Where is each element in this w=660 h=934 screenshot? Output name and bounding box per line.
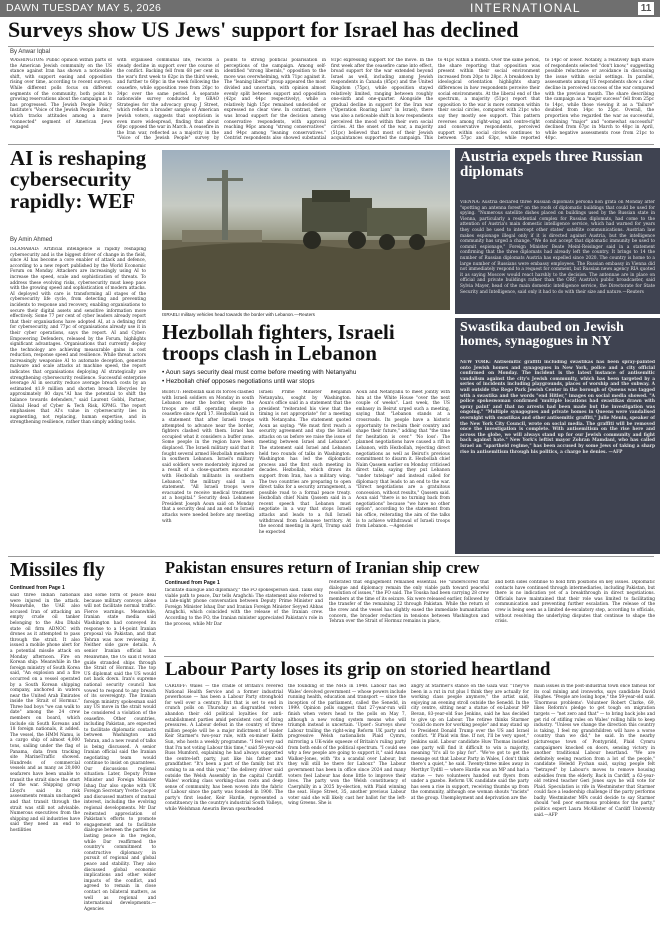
story6b-col: Meanwhile, the US said it would guide stranded ships through the Strait of Hormuz. The top US diplomat said the US would not back down. Iran's supreme national security council has vowed to respond to any breach of its sovereignty. The Iranian foreign ministry spokesman said any US move in the strait would be considered a violation of the ceasefire. Other countries, including Pakistan, are expected to facilitate diplomatic contacts between Washington and Tehran, and a new round of talks is being discussed. A senior Iranian official said the Iranian negotiating team would continue to insist on guarantees. Our discussions regional situation: Later, Deputy Prime Minister and Foreign Minister Ishaq Dar also spoke with UK Foreign Secretary Yvette Cooper and discussed matters of mutual interest, including the evolving regional developments. Mr Dar reiterated appreciation of Pakistan's efforts to promote engagement and to facilitate dialogue between the parties for lasting peace in the region, while Dar reaffirmed the country's commitment to constructive diplomacy in pursuit of regional and global peace and stability. They also discussed global economic implications and other wider impacts of the conflict, and agreed to remain in close contact on bilateral matters, as well as regional and international developments.—Agencies — [84, 655, 156, 912]
story5-text: NEW YORK: Antisemitic graffiti including swastikas has been spray-painted onto Jewish homes and synagogues in New York, police and a city official confirmed on Monday. The incident is the latest instance of antisemitic vandalism against the city's Jewish community, which has been targeted by a series of incidents including playgrounds, places of worship and the subway. A wall outside the Rego Park Jewish Center in the borough of Queens was tagged with a swastika and the words "end Hitler," images on social media showed. "A police spokeswoman confirmed 'multiple locations had swastikas drawn with spray paint' and that no arrests had been made but the investigation was ongoing." "Multiple synagogues and private homes in Queens were vandalised overnight with swastikas and other antisemitic graffiti," Julie Menin, speaker of the New York City Council, wrote on social media. The graffiti will be removed once the investigation is complete. With antisemitism on the rise here and across the globe, we will always stand up for our Jewish community and fight back against hate." New York's leftist mayor Zohran Mamdani, who has called Israel an "apartheid regime," has been accused by some Jews of taking a sharp rise in antisemitism through his politics, a charge he denies. —AFP — [460, 360, 655, 455]
story7-col-1: facilitate dialogue and diplomacy," the FO spokesperson said. Talks only viable path to peace, Dar tells Araghchi: The statement also referred to a late-night phone conversation between Deputy Prime Minister and Foreign Minister Ishaq Dar and Iranian Foreign Minister Seyyed Abbas Araghchi, which coincided with the release of the Iranian crew. According to the FO, the Iranian minister appreciated Pakistan's role in the process, while Mr Dar — [165, 588, 323, 627]
rule-story8 — [164, 656, 654, 657]
story7-headline: Pakistan ensures return of Iranian ship crew — [165, 560, 480, 577]
story8-col-4: main issues in the post-industrial town once famous for its coal mining and ironworks, says candidate David Hughes. "People are losing hope," the 59-year-old said. 'Enormous problems': Volunteer Robert Clarke, 69, likes Reform's pledge to get tough on migration targets — "net zero and that" — to bring back jobs and get rid of stifling rules on Wales' rolling hills to keep industry. "Unless we change the direction this country is taking, I feel my grandchildren will have a worse country than we did," he said. In the nearby picturesque town of Pontypridd, Plaid Cymru campaigners knocked on doors, sensing victory in another traditional Labour heartland. "We are definitely seeing reaction from a lot of the people," candidate Heledd Fychan said, saying people felt "betrayed" by Labour's moves to remove housing subsidies from the elderly. Back in Cardiff, a 62-year-old retired teacher Geri Jones says he will vote for Plaid. Speculation is rife in Westminster that Starmer could face a leadership challenge if the party performs badly. Westminster MPs could decide to say Starmer should "sell poor enormous problems for the party," politics expert Laura McAllister of Cardiff University said.—AFP — [534, 684, 655, 818]
paper-date: DAWN TUESDAY MAY 5, 2026 — [6, 2, 162, 14]
story7-col-2: reiterated that engagement remained essential. He "underscored that dialogue and diplomacy remain the only viable path toward peaceful resolution of issues," the FO said. The Touska had been carrying 28 crew members at the time of its seizure. Six were released earlier, followed by the transfer of the remaining 22 through Pakistan. While the return of the crew and the vessel has slightly eased the immediate humanitarian concern, the broader reduction in tensions between Washington and Tehran over the Strait of Hormuz remains in place, — [329, 580, 489, 625]
story1-byline: By Anwar Iqbal — [10, 49, 51, 55]
story1-col-3: points to strong political polarisation in perceptions of the campaign. Among self-identified "strong liberals," opposition to the move was overwhelming, with 71pc against it. The "leaning liberal" group appeared the most divided and uncertain, with opinion almost evenly split between support and opposition (42pc and 44pc respectively), while a relatively high 15pc remained undecided or expressed no clear view. In contrast, there was broad support for the decision among conservative respondents, with approval reaching 96pc among "strong conservatives" and 94pc among "leaning conservatives." Centrist respondents also showed substantial — [224, 58, 326, 142]
story3-col-1: BEIRUT: Hezbollah said its forces clashed with Israeli soldiers on Monday in south Lebanon near the border, where the troops are still operating despite a ceasefire since April 17. Hezbollah said in a statement that after Israeli troops attempted to advance near the border, fighters clashed with them. Israel has occupied what it considers a buffer zone. Some people in the region have been displaced. The Israeli military said that it fought several armed Hezbollah members in southern Lebanon. Israel's military said soldiers were moderately injured as a result of a close-quarters encounter with Hezbollah militants in southern Lebanon," the military said in a statement. "All Israeli troops were evacuated to receive medical treatment at a hospital." Security deal: Lebanese President Joseph Aoun said on Monday that a security deal and an end to Israeli attacks were needed before any meeting with — [162, 390, 254, 524]
story3-col-2: Israeli Prime Minister Benjamin Netanyahu, sought by Washington. Aoun's office said in a statement that the president "reiterated his view that the timing is not appropriate" for a meeting with Netanyahu. The statement quoted Aoun as saying: "We must first reach a security agreement and stop the Israeli attacks on us before we raise the issue of meeting between Israel and Lebanon". The statement said Israel and Lebanon held two rounds of talks in Washington. Washington has led the diplomatic process and the first such meeting in decades. Hezbollah, which draws its support from Iran, has a military wing. The two countries are preparing to open direct talks for a security arrangement, a possible road to a formal peace treaty. Hezbollah chief Naim Qassem said in a recent speech that Lebanon must negotiate in a way that stops Israeli attacks and leads to a full Israeli withdrawal from Lebanese territory. At the second meeting in April, Trump said he expected — [259, 390, 351, 535]
story5-headline: Swastika daubed on Jewish homes, synagogues in NY — [460, 320, 624, 350]
story6-col-2: and some form of peace deal because military convoys alone will not facilitate normal traffic. Fierce warnings. Meanwhile, Iranian state media said Washington had conveyed its response to a 14-point Iranian proposal via Pakistan, and that Tehran was now reviewing it. Neither side gave details. A senior Iranian official has — [84, 593, 156, 653]
story1-col-2: with organised communal life, records a steady decline in support over the course of the conflict. Backing fell from 68 per cent in the war's first week to 62pc in the third week, and further to 60pc in the week following the ceasefire, while opposition rose from 26pc to 34pc over the same period. A separate nationwide survey conducted by GBAO Strategies for the advocacy group J Street, which reflects a broader sample of American Jewish voters, suggests that scepticism is even more widespread, finding that about 60pc opposed the war in March. A ceasefire in the Iran war, reflected as a majority in the "Voice of the Jewish People" survey by — [117, 58, 219, 142]
story7-continued: Continued from Page 1 — [165, 580, 220, 586]
rule-story6 — [8, 556, 654, 557]
rule-story1-bottom — [8, 144, 654, 145]
story2-headline: AI is reshaping cybersecurity rapidly: WEF — [10, 146, 147, 213]
story6-continued: Continued from Page 1 — [10, 585, 65, 591]
story1-col-4: 81pc expressing support for the move. In the first week after the ceasefire came into effect, broad support for the war extended beyond Israel as well, including among Jewish respondents in Canada (85pc) and the United Kingdom (75pc), while opposition stayed relatively limited, ranging between roughly one-sixth and one-quarter. Alongside the gradual decline in support for the Iran war ("Operation Roaring Lion" in Israel), there was also a noticeable shift in how respondents perceived the mood within their own social circles. At the onset of the war, a majority (51pc) believed that most of their Jewish acquaintances supported the campaign. This — [331, 58, 433, 142]
story1-col-1: WASHINGTON: Public opinion within parts of the American Jewish community on the US stance against Iran has shown a noticeable shift, with support easing and opposition rising over time, according to recent surveys. While different polls focus on different segments of the community, both point to growing reservations about the campaign as it has progressed. The Jewish People Policy Institute's "Voice of the Jewish People Index," which tracks attitudes among a more "connected" segment of American Jews engaged — [10, 58, 112, 131]
story3-bullet-1: • Aoun says security deal must come before meeting with Netanyahu — [162, 369, 357, 376]
page-number: 11 — [638, 2, 654, 15]
story2-byline: By Amin Ahmed — [10, 237, 53, 243]
story1-col-6: to 14pc or lower. Notably, a relatively high share of respondents selected "don't know," suggesting possible reluctance or avoidance in discussing the issue within social settings. In parallel, assessments among US respondents show a clear decline in perceived success of the war compared with the previous month. The share describing the campaign as a "major success" fell from 25pc to 14pc, while those viewing it as a "failure" doubled from 14pc to 25pc. Overall, the proportion who regarded the war as successful, combining "major" and "somewhat successful" declined from 67pc in March to 48pc in April, while negative assessments rose from 21pc to 40pc. — [545, 58, 654, 142]
story4-text: VIENNA: Austria declared three Russian diplomats persona non grata on Monday after "spotting an antenna forest" on the roofs of diplomatic buildings that could be used for spying. "Numerous satellite dishes placed on buildings used by the Russian state in Vienna, particularly a residential complex for Russian diplomats, had come to the attention of Austria's main domestic intelligence service, which had warned for years they could be used to intercept other states' satellite communications. Austrian law makes espionage illegal only if it is directed against Austria, but the intelligence community has urged a change. "We do not accept that diplomatic immunity be used to commit espionage," Foreign Minister Beate Meinl-Reisinger said in a statement confirming that the three diplomats had already left the country. It brings to 14 the number of Russian diplomats Austria has expelled since 2020. The country is home to a large number of Russians were embassy employees. The Russian embassy in Vienna did not immediately respond to a request for comment, but Russian news agency RIA quoted it as saying Moscow would react harshly to the decision. The antennae are in place on official and private buildings rather than the ORF, Austria's public broadcaster, said Sylvia Mayer, head of the main domestic intelligence service, the Directorate for State Security and Intelligence, said only it had to do with their size and nature.—Reuters — [460, 200, 655, 295]
story3-col-3: Aoun and Netanyahu to meet jointly with him at the White House "over the next couple of weeks". Last week, the US embassy in Beirut urged such a meeting, saying that "Lebanon stands at a crossroads. Its people have a historic opportunity to reclaim their country and shape their future," adding that "the time for hesitation is over." 'No loss': The planned negotiations have caused a rift in Lebanon, with Hezbollah, rejecting direct negotiations as well as Beirut's previous commitment to disarm it. Hezbollah chief Naim Qassem earlier on Monday criticised direct talks, saying they put Lebanon "under tutelage" and instead called for diplomacy that leads to an end to the war. "Direct negotiations are a gratuitous concession, without results," Qassem said. Aoun said "there is no turning back from negotiations" because "we have no other option", according to the statement from his office, reiterating the aim of the talks is to achieve withdrawal of Israeli troops from Lebanon. —Agencies — [356, 390, 450, 530]
story4-headline: Austria expels three Russian diplomats — [460, 149, 643, 181]
lebanon-photo — [162, 150, 450, 310]
story8-headline: Labour Party loses its grip on storied heartland — [165, 660, 551, 680]
story1-headline: Surveys show US Jews' support for Israel has declined — [8, 19, 519, 42]
story6-col-1: said three Indian nationals were injured in the attack. Meanwhile, the UAE also accused Iran of attacking an empty crude oil tanker belonging to the Abu Dhabi state oil firm ADNOC with drones as it attempted to pass through the strait. It also issued a mobile phone alert for a potential missile attack on Monday afternoon. Fire on Korean ship: Meanwhile in the foreign ministry of South Korea said, "An explosion and a fire occurred on a vessel operated by a South Korean shipping company, anchored in waters near the United Arab Emirates inside the Strait of Hormuz." Three bad boys "we can walk to date" among the 24 crew members on board, which include six South Koreans and 18 foreign nationals, it added. The vessel, the HMM Namu, is a cargo ship of almost 4,000 tons, sailing under the flag of Panama, data from tracking site MarineTraffic showed. Hundreds of commercial vessels and as many as 20,000 seafarers have been unable to transit the strait since the start of the war. Shipping group Lloyd's said its risk assessments remain unchanged and that transit through the strait was still not advisable. Numerous executives from the shipping and oil industries have said they need an end to hostilities — [10, 593, 80, 833]
section-title: INTERNATIONAL — [470, 1, 581, 15]
story6-headline: Missiles fly — [10, 559, 105, 581]
story7-col-3: and both sides continue to hold firm positions on key issues. Diplomatic contacts have continued through intermediaries, including Pakistan, but there is no indication yet of a breakthrough in direct negotiations. Officials have maintained that their role was limited to facilitating communication and preventing further escalation. The release of the crew is being seen as a limited de-escalatory step, according to officials, without resolving the underlying disputes that continue to shape the crisis. — [495, 580, 655, 625]
story8-col-1: CARDIFF: Wales — the cradle of Britain's revered National Health Service and a former industrial powerhouse — has been a Labour Party stronghold for well over a century. But that is set to end in crunch polls on Thursday as disgruntled voters abandon their old political loyalties for anti-establishment parties amid persistent cost of living pressures. A Labour defeat in the country of three million people will be a major indictment of leader Keir Starmer's two-year rule, with ex-miner Keith Sun, who hosts a weekly programme. "I feel very sad that I'm not voting Labour this time," said 59-year-old Russ Mumford, explaining he had always supported the centre-left party, just like his father and grandfather. "It's been a part of the family but it's coming to an end this year," the delivery driver said outside the Welsh Assembly in the capital Cardiff. Wales' working class working-class roots and deep sense of community, has been woven into the fabric of Labour since the party was founded in 1900. The party's first leader, Keir Hardie, represented a constituency in the country's industrial South Valleys, while Welshman Aneurin Bevan spearheaded — [165, 684, 283, 813]
story3-headline: Hezbollah fighters, Israeli troops clash in Lebanon — [162, 320, 395, 366]
story8-col-3: angry at Starmer's stance on the Gaza war. "They've been in a rut in rut plus I think they are actually for working class people anymore," the artist said, enjoying an evening stroll outside the Senedd. In the city centre, sitting near a statue of ex-Labour MP Bevan, 83-year-old Sue Jenkins, said he has decided to give up on Labour. The retiree thinks Starmer "could do more for working people" and may stand up to President Donald Trump over the US and Israel conflict. "If Plaid win fine. If not, I'll be very upset," Jenkins said. Labour candidate Huw Thomas insisted one party will find it difficult to win a majority, meaning "it's all to play for". "We've got to get the message out that Labour Party in Wales, I don't think there's a quiet," he said. Twenty-three miles away in Merthyr Tydfil — where Hardie was an MP and had a statue — two volunteers handed out flyers from under a gazebo. Reform UK candidate said the party has seen a rise in support, receiving thumbs up from the community, although one woman shouts "racists" at the group. Unemployment and deprivation are the — [411, 684, 529, 801]
story2-col-1: ISLAMABAD: Artificial intelligence is rapidly reshaping cybersecurity and is the biggest driver of change in the field, since AI has become a core enabler of attack and defence, according to a new report published by the World Economic Forum on Monday. Attackers are increasingly using AI to increase the speed, scale and sophistication of threats. To address these evolving risks, cybersecurity must keep pace with the growing speed and sophistication of modern attacks. AI deployed with care is transforming all stages of the cybersecurity life cycle, from detecting and preventing incidents to response and recovery, enabling organisations to secure their digital assets and sensitive information more effectively. Some 77 per cent of cyber leaders already report that their organisations have adopted AI, at a defining first for cybersecurity, and 77pc of organisations already use it in their cyber operations, says the report. AI and Cyber: Empowering Defenders, released by the Forum, highlights significant advantages. Organisations that currently deploy the technology are achieving measurable gains in cost reduction, response speed and resilience. While threat actors increasingly weaponise AI to automate deception, generate malware and scale attacks at machine speed, the report indicates that organisations deploying AI strategically are strengthening cybersecurity resilience. Successful enterprise leverage AI in security reduce average breach costs by an estimated $1.9 million and shorten breach lifecycles by approximately 80 days."AI has the potential to shift the balance towards defenders," said Laurent Gobbi, Partner, Global Head of Cyber & Tech Risk, KPMG. The report emphasises that AI's value in cybersecurity lies in augmenting, not replacing, human expertise, and in strengthening resilience, rather than simply adding tools. — [10, 247, 146, 426]
story1-col-5: to 41pc within a month. Over the same period, the share reporting that opposition was present within their social environment increased from 20pc to 28pc. A breakdown by ideological orientation highlights sharp differences in how respondents perceive their social environments. At the liberal end of the spectrum, a majority (51pc) report that opposition to the war is more common within their social circles, compared with 21pc who say they mostly see support. This pattern reverses among right-wing and centre-right and conservative respondents, perceived support within social circles continues to between 57pc and 63pc, while reported — [438, 58, 540, 142]
story3-bullet-2: • Hezbollah chief opposes negotiations until war stops — [162, 378, 315, 385]
military-vehicles-image — [162, 150, 450, 310]
photo-caption: ISRAELI military vehicles head towards the border with Lebanon.—Reuters — [162, 312, 315, 317]
story8-col-2: the founding of the NHS in 1948. Labour has led Wales' devolved government — whose powers include running health, education and transport — since the inception of the parliament, called the Senedd, in 1999. Opinion polls suggest that 27-year-run will finish when voters head to the polls on May 7, although a new voting system means who will triumph instead is uncertain. 'Upset': Surveys show Labour trailing the right-wing Reform UK party and progressive Welsh nationalists Plaid Cymru, mirroring a UK-wide squeeze of Britain's ruling party from both ends of the political spectrum. "I could see why a few people are going to support it," said Anna Walker-Jones, with "its a scandal over Labour, but they will still be there for Labour." The Labour government has been in office since 2024 and many voters feel Labour has done little to improve their lives. The party won the Welsh constituency of Caerphilly in a 2025 by-election, with Plaid winning the seat. Hope Street, 35, another previous Labour voter said she will likely cast her ballot for the left-wing Greens. She is — [288, 684, 406, 807]
rule-story1 — [8, 46, 654, 47]
